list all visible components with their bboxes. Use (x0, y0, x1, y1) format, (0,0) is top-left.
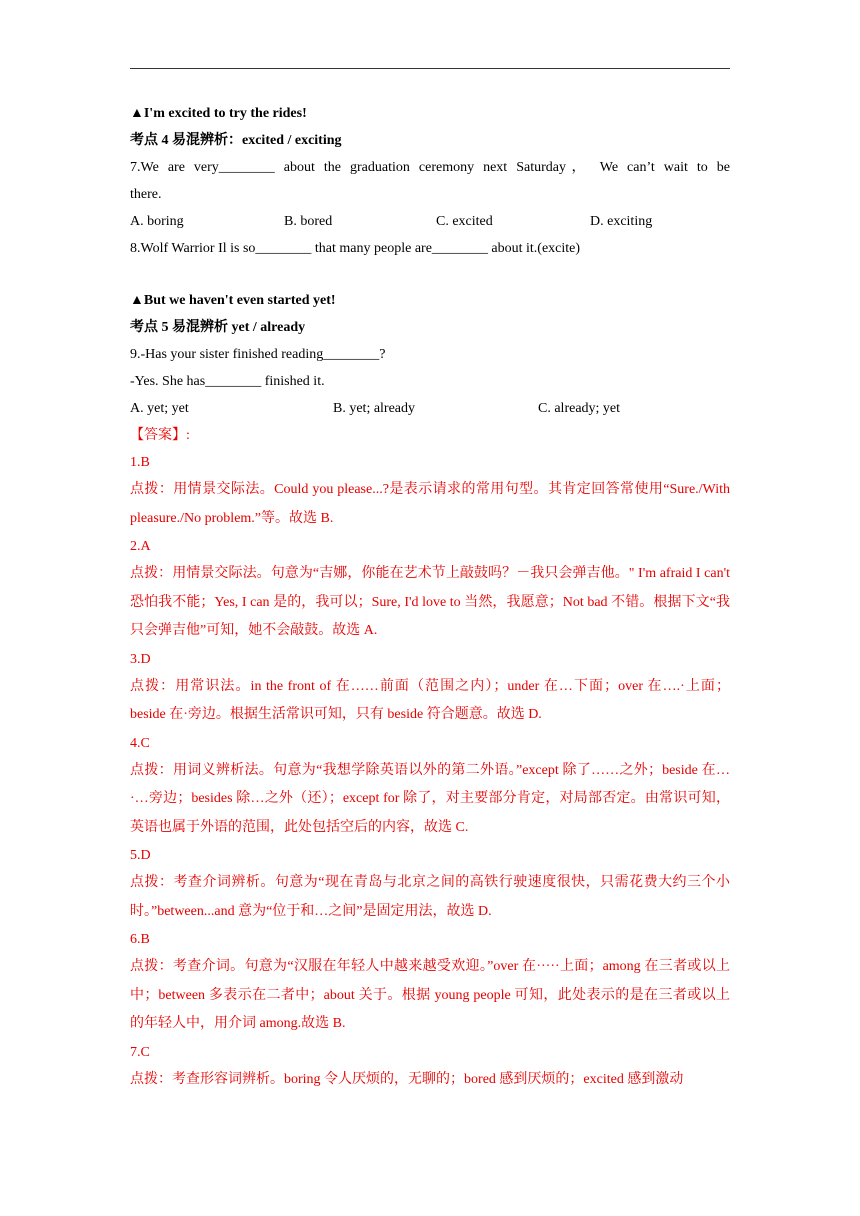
answer-item (130, 533, 730, 646)
answer-item (130, 730, 730, 843)
question-7-options (130, 208, 730, 235)
question-9-line-2: -Yes. She has________ finished it. (130, 374, 325, 389)
option-a: A. yet; yet (130, 401, 189, 416)
answer-number: 3.D (130, 651, 151, 667)
question-8: 8.Wolf Warrior Il is so________ that many people are________ about it.(excite) (130, 241, 581, 256)
answers-header: 【答案】: (130, 428, 190, 443)
answer-explanation: 点拨：考查介词。句意为“汉服在年轻人中越来越受欢迎。”over 在·····上面；among 在三者或以上中；between 多表示在二者中；about 关于。根据 young people 可知，此处表示的是在三者或以上的年轻人中，用介词 among.故选 B. (130, 959, 730, 1031)
option-c: C. already; yet (538, 401, 621, 416)
question-9-options (130, 395, 730, 422)
answer-list (130, 449, 730, 1094)
question-7-line-1: 7.We are very________ about the graduation ceremony next Saturday， We can’t wait to be (130, 160, 730, 175)
option-b: B. bored (284, 214, 333, 229)
answer-explanation: 点拨：考查形容词辨析。boring 令人厌烦的，无聊的；bored 感到厌烦的；excited 感到激动 (130, 1071, 684, 1087)
section-title: ▲But we haven't even started yet! (130, 293, 336, 308)
answer-explanation: 点拨：用情景交际法。Could you please...?是表示请求的常用句型。其肯定回答常使用“Sure./With pleasure./No problem.”等。故选 B. (130, 482, 730, 526)
section-heading: 考点 4 易混辨析：excited / exciting (130, 133, 342, 148)
question-7-line-2: there. (130, 187, 162, 202)
option-b: B. yet; already (333, 401, 416, 416)
section-title: ▲I'm excited to try the rides! (130, 106, 307, 121)
answer-explanation: 点拨：用常识法。in the front of 在……前面（范围之内）；under 在…下面；over 在….·上面；beside 在·旁边。根据生活常识可知，只有 beside 符合题意。故选 D. (130, 678, 730, 722)
answer-number: 7.C (130, 1044, 150, 1060)
document-body (130, 100, 730, 1094)
answer-item (130, 646, 730, 730)
answer-explanation: 点拨：用词义辨析法。句意为“我想学除英语以外的第二外语。”except 除了……之外；beside 在…·…旁边；besides 除…之外（还）；except for 除了，对主要部分肯定，对局部否定。由常识可知，英语也属于外语的范围，此处包括空后的内容，故选 C. (130, 762, 730, 835)
header-rule (130, 68, 730, 69)
answer-item (130, 842, 730, 926)
option-a: A. boring (130, 214, 184, 229)
answer-number: 5.D (130, 848, 151, 863)
answer-item (130, 1039, 730, 1095)
section-heading: 考点 5 易混辨析 yet / already (130, 320, 306, 335)
question-9-line-1: 9.-Has your sister finished reading________? (130, 347, 386, 362)
option-d: D. exciting (590, 214, 653, 229)
answer-number: 2.A (130, 539, 151, 554)
answer-number: 1.B (130, 455, 150, 470)
answer-number: 4.C (130, 735, 150, 751)
answer-explanation: 点拨：考查介词辨析。句意为“现在青岛与北京之间的高铁行驶速度很快，只需花费大约三个小时。”between...and 意为“位于和…之间”是固定用法，故选 D. (130, 875, 730, 919)
option-c: C. excited (436, 214, 493, 229)
answer-item (130, 926, 730, 1039)
answer-explanation: 点拨：用情景交际法。句意为“吉娜，你能在艺术节上敲鼓吗？－我只会弹吉他。" I'm afraid I can't 恐怕我不能；Yes, I can 是的，我可以；Sure, I'd love to 当然，我愿意；Not bad 不错。根据下文“我只会弹吉他”可知，她不会敲鼓。故选 A. (130, 566, 730, 638)
answer-number: 6.B (130, 932, 150, 947)
answer-item (130, 449, 730, 533)
